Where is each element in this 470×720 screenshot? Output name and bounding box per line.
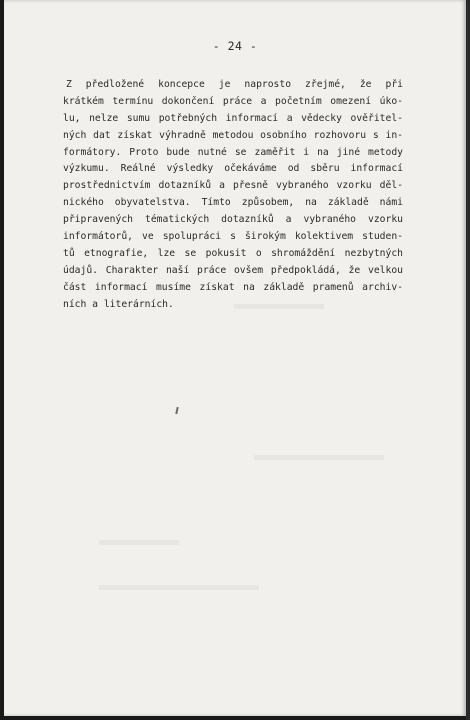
text-line: informátorů, ve spolupráci s širokým kolektivem studen- xyxy=(63,231,403,243)
document-page xyxy=(4,0,466,716)
text-line: ných dat získat výhradně metodou osobního rozhovoru s in- xyxy=(63,129,403,141)
text-line: údajů. Charakter naší práce ovšem předpokládá, že velkou xyxy=(63,264,403,276)
text-line: Z předložené koncepce je naprosto zřejmé, že při xyxy=(66,79,403,90)
text-line: prostřednictvím dotazníků a přesně vybraného vzorku děl- xyxy=(63,180,403,192)
text-line: výzkumu. Reálné výsledky očekáváme od sběru informací xyxy=(63,163,403,175)
page-number: - 24 - xyxy=(212,39,258,53)
show-through-shadow xyxy=(254,455,384,460)
stray-ink-mark xyxy=(175,407,178,414)
show-through-shadow xyxy=(99,585,259,590)
body-paragraph xyxy=(63,77,403,313)
text-line: tů etnografie, lze se pokusit o shromáždění nezbytných xyxy=(63,247,403,259)
text-line: ních a literárních. xyxy=(63,298,174,310)
text-line: krátkém termínu dokončení práce a početním omezení úko- xyxy=(63,95,403,107)
text-line: připravených tématických dotazníků a vybraného vzorku xyxy=(63,214,403,226)
show-through-shadow xyxy=(234,304,324,309)
page-edge xyxy=(466,0,470,720)
show-through-shadow xyxy=(99,540,179,545)
text-line: lu, nelze sumu potřebných informací a vědecky ověřitel- xyxy=(63,112,403,124)
text-line: nického obyvatelstva. Tímto způsobem, na základě námi xyxy=(63,197,403,209)
text-line: část informací musíme získat na základě pramenů archiv- xyxy=(63,281,403,293)
text-line: formátory. Proto bude nutné se zaměřit i na jiné metody xyxy=(63,146,403,158)
